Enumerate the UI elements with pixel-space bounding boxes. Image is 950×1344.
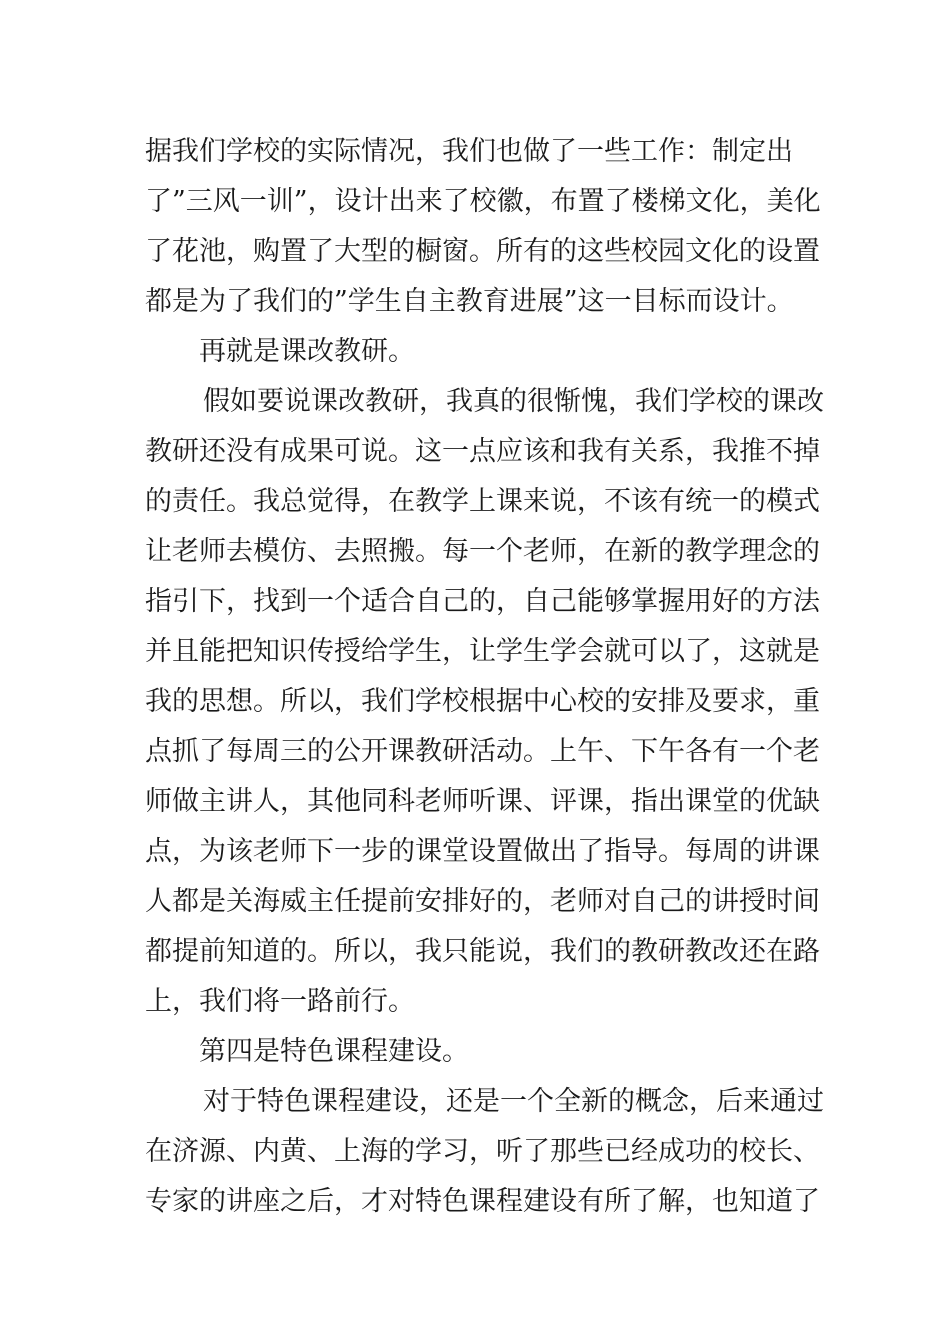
text-line: 上，我们将一路前行。 — [145, 986, 415, 1017]
text-line: 点，为该老师下一步的课堂设置做出了指导。每周的讲课 — [145, 836, 820, 867]
text-line: 专家的讲座之后，才对特色课程建设有所了解，也知道了 — [145, 1186, 820, 1217]
section-heading-curriculum-research: 再就是课改教研。 — [199, 336, 415, 367]
text-line: 对于特色课程建设，还是一个全新的概念，后来通过 — [203, 1086, 824, 1117]
text-line: 指引下，找到一个适合自己的，自己能够掌握用好的方法 — [145, 586, 820, 617]
text-line: 了花池，购置了大型的橱窗。所有的这些校园文化的设置 — [145, 236, 820, 267]
text-line: 假如要说课改教研，我真的很惭愧，我们学校的课改 — [203, 386, 824, 417]
text-line: 我的思想。所以，我们学校根据中心校的安排及要求，重 — [145, 686, 820, 717]
section-heading-featured-courses: 第四是特色课程建设。 — [199, 1036, 469, 1067]
document-body — [145, 127, 824, 1227]
text-line: 的责任。我总觉得，在教学上课来说，不该有统一的模式 — [145, 486, 820, 517]
text-line: 并且能把知识传授给学生，让学生学会就可以了，这就是 — [145, 636, 820, 667]
text-line: 都是为了我们的”学生自主教育进展”这一目标而设计。 — [145, 286, 794, 317]
text-line: 在济源、内黄、上海的学习，听了那些已经成功的校长、 — [145, 1136, 820, 1167]
text-line: 了”三风一训”，设计出来了校徽，布置了楼梯文化，美化 — [145, 186, 821, 217]
text-line: 都提前知道的。所以，我只能说，我们的教研教改还在路 — [145, 936, 820, 967]
text-line: 点抓了每周三的公开课教研活动。上午、下午各有一个老 — [145, 736, 820, 767]
text-line: 据我们学校的实际情况，我们也做了一些工作：制定出 — [145, 136, 793, 167]
text-line: 让老师去模仿、去照搬。每一个老师，在新的教学理念的 — [145, 536, 820, 567]
text-line: 人都是关海威主任提前安排好的，老师对自己的讲授时间 — [145, 886, 820, 917]
text-line: 师做主讲人，其他同科老师听课、评课，指出课堂的优缺 — [145, 786, 820, 817]
text-line: 教研还没有成果可说。这一点应该和我有关系，我推不掉 — [145, 436, 820, 467]
